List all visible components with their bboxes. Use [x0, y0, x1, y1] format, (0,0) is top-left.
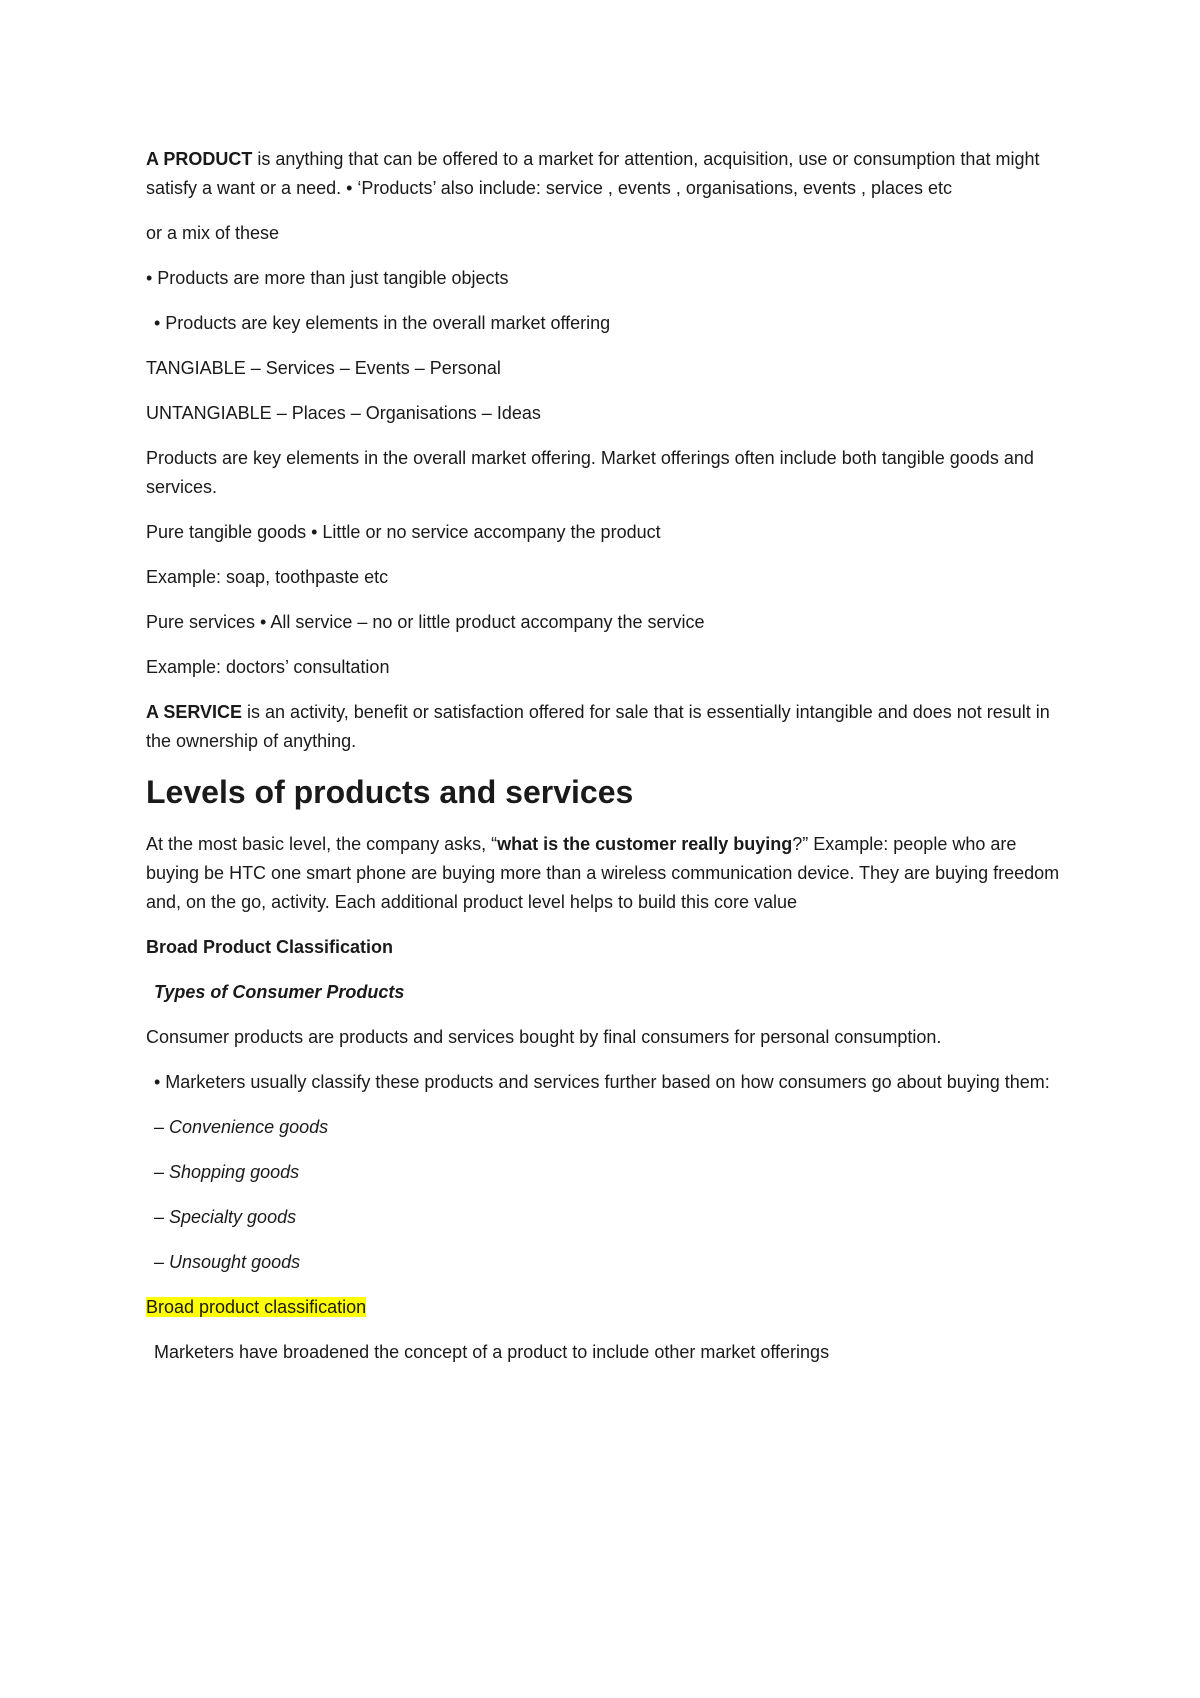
levels-text-before: At the most basic level, the company asks, “ [146, 834, 498, 854]
highlighted-line [146, 1293, 1066, 1322]
service-definition [146, 698, 1066, 756]
example-goods: Example: soap, toothpaste etc [146, 567, 389, 587]
marketers-paragraph: • Marketers usually classify these products and services further based on how consumers go about buying them: [154, 1072, 1050, 1092]
example-services: Example: doctors’ consultation [146, 657, 390, 677]
goods-item: – Unsought goods [154, 1252, 301, 1272]
document-body [146, 145, 1066, 1383]
levels-paragraph [146, 830, 1066, 917]
pure-goods-line: Pure tangible goods • Little or no service accompany the product [146, 522, 661, 542]
goods-item: – Specialty goods [154, 1207, 297, 1227]
tangible-line: TANGIABLE – Services – Events – Personal [146, 358, 501, 378]
pure-services-line: Pure services • All service – no or little product accompany the service [146, 612, 705, 632]
goods-item: – Shopping goods [154, 1162, 300, 1182]
bullet-key-elements: • Products are key elements in the overall market offering [154, 313, 611, 333]
offering-paragraph: Products are key elements in the overall market offering. Market offerings often include both tangible goods and services. [146, 448, 1034, 497]
service-term: A SERVICE [146, 702, 243, 722]
mix-line: or a mix of these [146, 223, 280, 243]
untangible-line: UNTANGIABLE – Places – Organisations – Ideas [146, 403, 541, 423]
service-definition-text: is an activity, benefit or satisfaction offered for sale that is essentially intangible and does not result in the ownership of anything. [146, 702, 1050, 751]
consumer-types-title: Types of Consumer Products [154, 982, 405, 1002]
product-term: A PRODUCT [146, 149, 253, 169]
product-definition [146, 145, 1066, 203]
highlighted-text: Broad product classification [146, 1297, 367, 1317]
last-paragraph: Marketers have broadened the concept of a product to include other market offerings [154, 1342, 830, 1362]
goods-item: – Convenience goods [154, 1117, 329, 1137]
broad-classification-title: Broad Product Classification [146, 937, 394, 957]
levels-text-after: ?” Example: people who are buying be HTC one smart phone are buying more than a wireless communication device. They are buying freedom and, on the go, activity. Each additional product level helps to build this core value [146, 834, 1060, 912]
bullet-tangible-objects: • Products are more than just tangible objects [146, 268, 509, 288]
levels-text-bold: what is the customer really buying [497, 834, 793, 854]
product-definition-text: is anything that can be offered to a market for attention, acquisition, use or consumption that might satisfy a want or a need. • ‘Products’ also include: service , events , organisations, events , places etc [146, 149, 1040, 198]
section-heading: Levels of products and services [146, 774, 634, 810]
consumer-products-paragraph: Consumer products are products and services bought by final consumers for personal consumption. [146, 1027, 942, 1047]
